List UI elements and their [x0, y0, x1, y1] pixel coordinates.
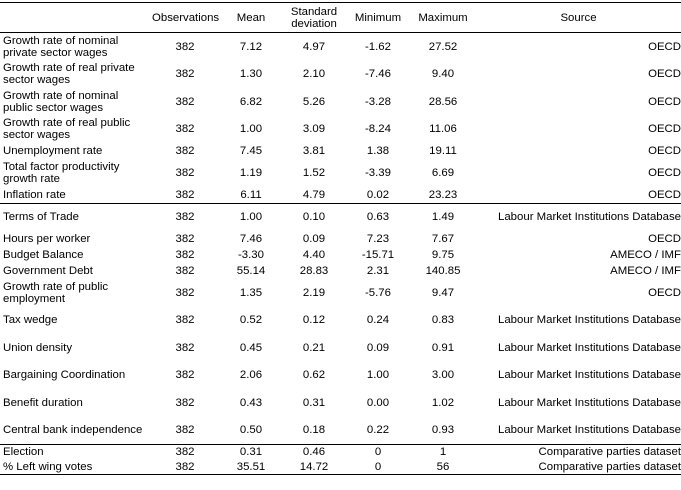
cell-observations: 382 [175, 369, 195, 382]
cell-variable: Election [0, 445, 150, 460]
cell-observations: 382 [175, 166, 195, 179]
cell-observations: 382 [175, 314, 195, 327]
cell-minimum: -5.76 [365, 286, 391, 299]
cell-observations: 382 [175, 424, 195, 437]
cell-standard-deviation: 0.10 [282, 203, 346, 231]
cell-observations: 382 [175, 123, 195, 136]
cell-standard-deviation: 28.83 [299, 265, 329, 277]
cell-source: Labour Market Institutions Database [476, 203, 681, 231]
cell-mean: 6.82 [239, 95, 263, 108]
cell-minimum: 2.31 [366, 265, 390, 277]
cell-standard-deviation: 3.09 [302, 123, 326, 136]
cell-source: OECD [648, 40, 681, 53]
cell-observations: 382 [175, 188, 195, 201]
cell-mean: 0.43 [239, 396, 263, 409]
cell-variable: Growth rate of nominal private sector wages [3, 34, 119, 59]
cell-observations: 382 [175, 68, 195, 81]
cell-maximum: 7.67 [431, 233, 455, 245]
cell-variable: Growth rate of real public sector wages [3, 117, 131, 142]
cell-maximum: 140.85 [425, 265, 461, 277]
table-row [0, 61, 681, 89]
cell-source: AMECO / IMF [610, 249, 681, 261]
table-row [0, 279, 681, 307]
cell-minimum: -8.24 [365, 123, 391, 136]
cell-minimum: 0 [346, 460, 410, 475]
cell-source: Labour Market Institutions Database [498, 396, 681, 409]
cell-maximum: 9.40 [431, 68, 455, 81]
header-minimum: Minimum [346, 3, 410, 33]
cell-maximum: 1 [410, 445, 476, 460]
table-row [0, 247, 681, 263]
table-row [0, 362, 681, 390]
cell-maximum: 6.69 [431, 166, 455, 179]
cell-maximum: 11.06 [429, 123, 457, 136]
cell-source: OECD [648, 188, 681, 201]
cell-standard-deviation: 2.10 [302, 68, 326, 81]
cell-maximum: 9.47 [431, 286, 455, 299]
cell-standard-deviation: 1.52 [302, 166, 326, 179]
cell-observations: 382 [175, 341, 195, 354]
cell-maximum: 1.02 [431, 396, 455, 409]
cell-standard-deviation: 0.12 [302, 314, 326, 327]
table-row [0, 187, 681, 204]
cell-source: Comparative parties dataset [476, 445, 681, 460]
cell-source: OECD [648, 95, 681, 108]
table-row [0, 445, 681, 460]
cell-observations: 382 [175, 145, 195, 157]
cell-source: Labour Market Institutions Database [498, 424, 681, 437]
table-row [0, 159, 681, 187]
cell-mean: 0.31 [220, 445, 282, 460]
cell-source: Labour Market Institutions Database [498, 341, 681, 354]
cell-variable: Union density [3, 341, 73, 354]
cell-minimum: -3.39 [365, 166, 391, 179]
cell-standard-deviation: 0.09 [302, 233, 326, 245]
cell-observations: 382 [150, 445, 220, 460]
cell-maximum: 3.00 [431, 369, 455, 382]
table-row [0, 116, 681, 144]
cell-mean: 1.30 [239, 68, 263, 81]
cell-variable: Central bank independence [3, 424, 143, 437]
cell-observations: 382 [175, 265, 195, 277]
cell-source: OECD [648, 145, 681, 157]
table-row [0, 460, 681, 475]
cell-minimum: -3.28 [365, 95, 391, 108]
cell-maximum: 0.93 [431, 424, 455, 437]
cell-minimum: 0.22 [366, 424, 390, 437]
table-row [0, 307, 681, 335]
cell-variable: Growth rate of nominal public sector wages [3, 89, 119, 114]
cell-minimum: -1.62 [365, 40, 391, 53]
cell-source: OECD [648, 68, 681, 81]
cell-mean: 6.11 [240, 188, 262, 201]
summary-statistics-table [0, 2, 681, 475]
cell-source: Labour Market Institutions Database [498, 369, 681, 382]
cell-minimum: -7.46 [365, 68, 391, 81]
cell-minimum: 0.63 [346, 203, 410, 231]
cell-maximum: 23.23 [428, 188, 458, 201]
table-row [0, 263, 681, 279]
cell-source: OECD [648, 166, 681, 179]
cell-maximum: 1.49 [410, 203, 476, 231]
table-body [0, 33, 681, 475]
cell-minimum: 0.09 [366, 341, 390, 354]
cell-standard-deviation: 14.72 [282, 460, 346, 475]
cell-mean: 1.00 [239, 123, 263, 136]
cell-standard-deviation: 3.81 [302, 145, 326, 157]
cell-mean: 2.06 [239, 369, 263, 382]
cell-variable: Growth rate of public employment [3, 280, 109, 305]
cell-source: OECD [648, 233, 681, 245]
header-source: Source [476, 3, 681, 33]
cell-mean: 7.45 [239, 145, 263, 157]
header-mean: Mean [220, 3, 282, 33]
cell-variable: Budget Balance [3, 249, 84, 261]
cell-mean: 7.46 [239, 233, 263, 245]
cell-observations: 382 [175, 95, 195, 108]
cell-mean: -3.30 [238, 249, 264, 261]
table-row [0, 88, 681, 116]
cell-variable: Terms of Trade [0, 203, 150, 231]
cell-observations: 382 [175, 286, 195, 299]
cell-variable: Inflation rate [3, 188, 66, 201]
cell-source: OECD [648, 286, 681, 299]
cell-variable: Total factor productivity growth rate [3, 160, 120, 185]
header-observations: Observations [150, 3, 220, 33]
cell-variable: % Left wing votes [0, 460, 150, 475]
cell-standard-deviation: 4.40 [302, 249, 326, 261]
cell-minimum: -15.71 [361, 249, 395, 261]
cell-variable: Government Debt [3, 265, 93, 277]
cell-source: AMECO / IMF [610, 265, 681, 277]
cell-observations: 382 [175, 40, 195, 53]
cell-source: Comparative parties dataset [476, 460, 681, 475]
cell-standard-deviation: 0.62 [302, 369, 326, 382]
cell-observations: 382 [175, 233, 195, 245]
table-row [0, 389, 681, 417]
table-row [0, 231, 681, 247]
cell-mean: 0.52 [239, 314, 263, 327]
cell-maximum: 19.11 [429, 145, 457, 157]
cell-mean: 7.12 [239, 40, 263, 53]
table-row [0, 203, 681, 231]
cell-standard-deviation: 5.26 [302, 95, 326, 108]
header-row [0, 3, 681, 33]
cell-variable: Growth rate of real private sector wages [3, 62, 135, 87]
header-variable [0, 3, 150, 33]
cell-mean: 0.45 [239, 341, 263, 354]
cell-minimum: 1.38 [366, 145, 390, 157]
cell-standard-deviation: 2.19 [302, 286, 326, 299]
cell-minimum: 0.00 [366, 396, 390, 409]
cell-standard-deviation: 0.46 [282, 445, 346, 460]
table-row [0, 417, 681, 445]
table-row [0, 334, 681, 362]
cell-source: Labour Market Institutions Database [498, 314, 681, 327]
cell-maximum: 56 [410, 460, 476, 475]
cell-minimum: 0 [346, 445, 410, 460]
cell-variable: Bargaining Coordination [3, 369, 126, 382]
cell-standard-deviation: 4.79 [302, 188, 326, 201]
cell-observations: 382 [175, 396, 195, 409]
cell-maximum: 9.75 [431, 249, 455, 261]
cell-observations: 382 [150, 460, 220, 475]
cell-standard-deviation: 4.97 [302, 40, 326, 53]
cell-minimum: 1.00 [366, 369, 390, 382]
cell-mean: 55.14 [236, 265, 266, 277]
cell-mean: 1.35 [239, 286, 263, 299]
cell-maximum: 28.56 [428, 95, 458, 108]
table-row [0, 143, 681, 159]
cell-maximum: 0.91 [431, 341, 455, 354]
header-standard-deviation: Standard deviation [282, 3, 346, 33]
cell-minimum: 0.02 [366, 188, 390, 201]
cell-mean: 0.50 [239, 424, 263, 437]
cell-source: OECD [648, 123, 681, 136]
cell-mean: 1.19 [239, 166, 263, 179]
cell-standard-deviation: 0.21 [302, 341, 326, 354]
cell-maximum: 0.83 [431, 314, 455, 327]
cell-minimum: 7.23 [366, 233, 390, 245]
cell-maximum: 27.52 [428, 40, 458, 53]
cell-standard-deviation: 0.18 [302, 424, 326, 437]
cell-observations: 382 [150, 203, 220, 231]
header-maximum: Maximum [410, 3, 476, 33]
cell-minimum: 0.24 [366, 314, 390, 327]
cell-variable: Tax wedge [3, 314, 58, 327]
cell-mean: 35.51 [220, 460, 282, 475]
cell-mean: 1.00 [220, 203, 282, 231]
table-row [0, 33, 681, 61]
cell-variable: Unemployment rate [3, 145, 103, 157]
cell-observations: 382 [175, 249, 195, 261]
cell-standard-deviation: 0.31 [302, 396, 326, 409]
cell-variable: Hours per worker [3, 233, 91, 245]
cell-variable: Benefit duration [3, 396, 83, 409]
